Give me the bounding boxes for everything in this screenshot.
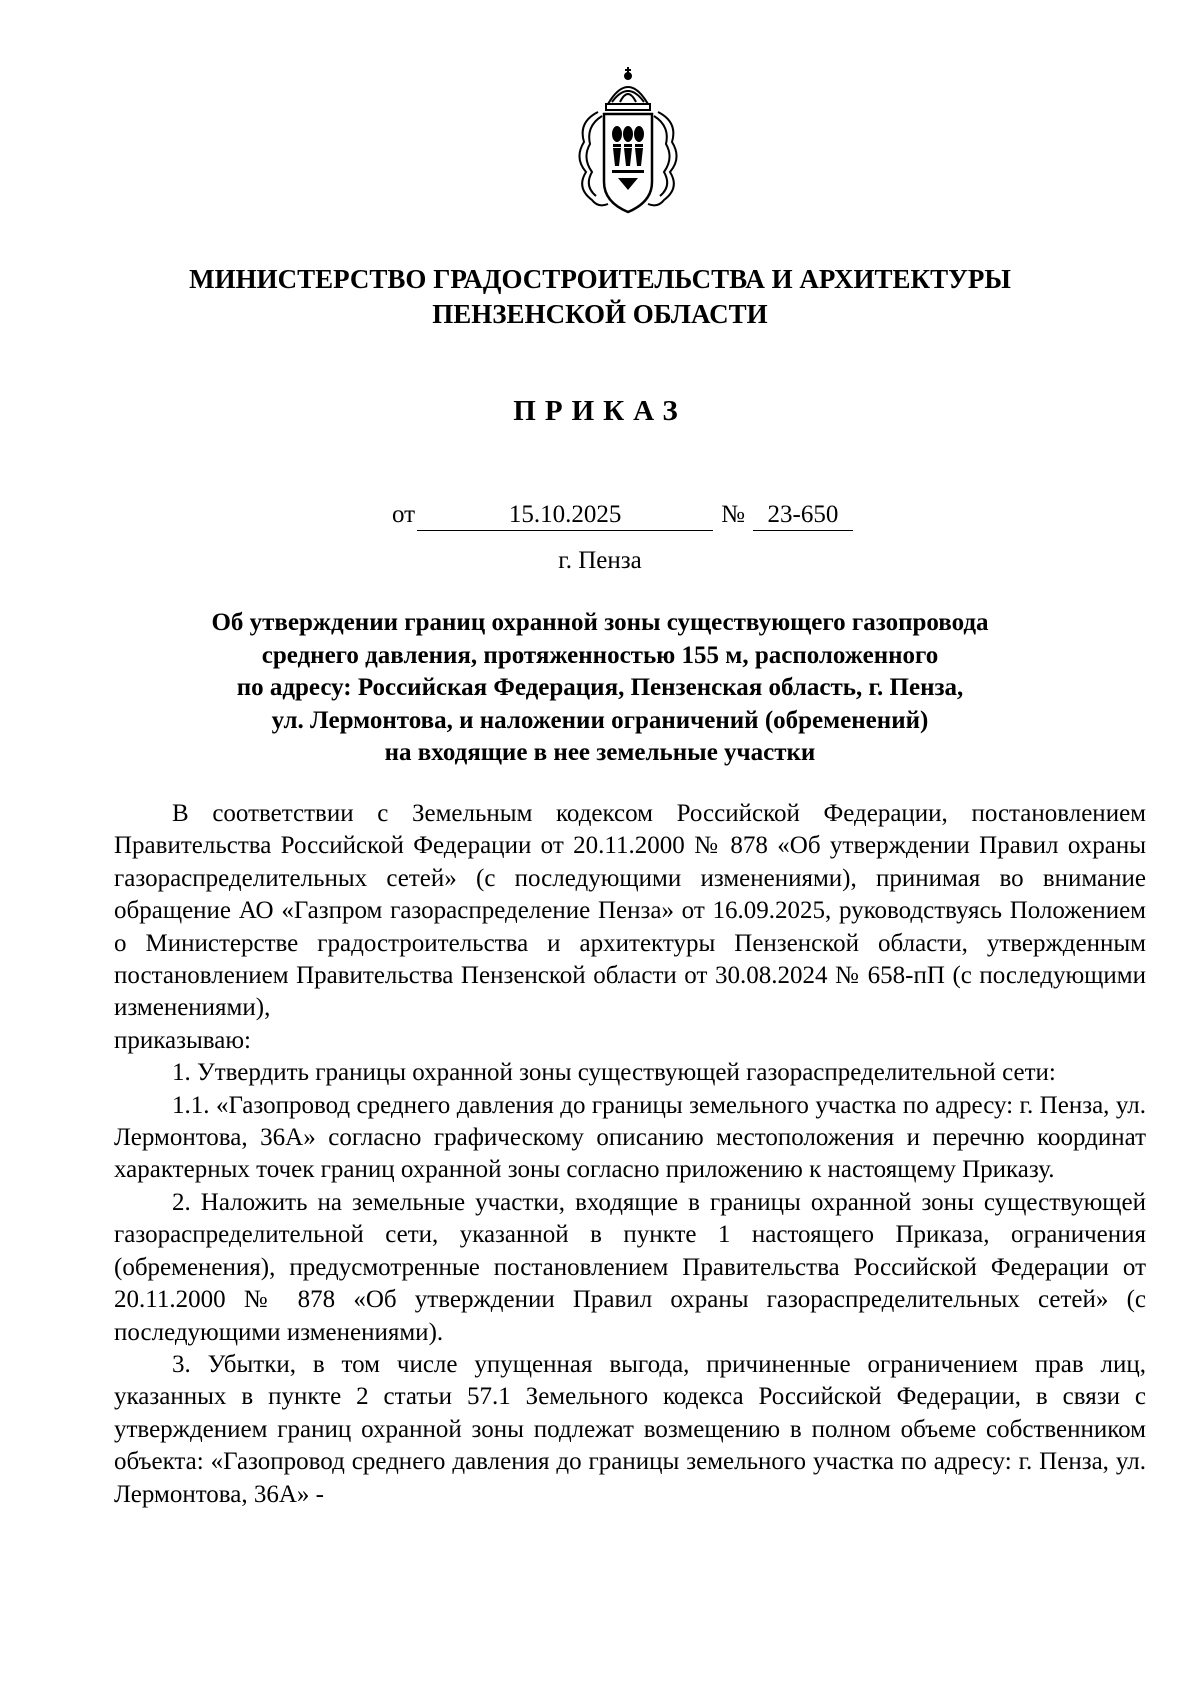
ministry-line-1: МИНИСТЕРСТВО ГРАДОСТРОИТЕЛЬСТВА И АРХИТЕКТУРЫ — [189, 264, 1011, 294]
document-number: 23-650 — [753, 500, 853, 531]
paragraph-item-3: 3. Убытки, в том числе упущенная выгода, причиненные ограничением прав лиц, указанных в пункте 2 статьи 57.1 Земельного кодекса Российской Федерации, в связи с утверждением границ охранной зоны подлежат возмещению в полном объеме собственником объекта: «Газопровод среднего давления до границы земельного участка по адресу: г. Пенза, ул. Лермонтова, 36А» - — [114, 1350, 1146, 1508]
city: г. Пенза — [558, 547, 642, 574]
document-heading — [150, 607, 1050, 770]
document-body — [114, 798, 1146, 1511]
date-number-line — [392, 498, 853, 532]
date-prefix: от — [392, 501, 416, 528]
heading-line: на входящие в нее земельные участки — [384, 739, 816, 766]
coat-of-arms-icon — [568, 62, 688, 222]
document-date: 15.10.2025 — [417, 500, 713, 531]
document-type-title: ПРИКАЗ — [513, 395, 687, 427]
paragraph-preamble: В соответствии с Земельным кодексом Российской Федерации, постановлением Правительства Российской Федерации от 20.11.2000 № 878 «Об утверждении Правил охраны газораспределительных сетей» (с последующими изменениями), принимая во внимание обращение АО «Газпром газораспределение Пенза» от 16.09.2025, руководствуясь Положением о Министерстве градостроительства и архитектуры Пензенской области, утвержденным постановлением Правительства Пензенской области от 30.08.2024 № 658-пП (с последующими изменениями), — [114, 800, 1146, 1022]
heading-line: среднего давления, протяженностью 155 м, расположенного — [261, 641, 939, 669]
number-label: № — [721, 501, 745, 528]
ministry-name — [100, 262, 1100, 332]
ministry-line-2: ПЕНЗЕНСКОЙ ОБЛАСТИ — [432, 299, 768, 329]
paragraph-item-1: 1. Утвердить границы охранной зоны существующей газораспределительной сети: — [172, 1059, 1056, 1087]
paragraph-order-word: приказываю: — [114, 1026, 251, 1054]
heading-line: по адресу: Российская Федерация, Пензенская область, г. Пенза, — [236, 674, 964, 701]
heading-line: ул. Лермонтова, и наложении ограничений (обременений) — [271, 706, 929, 734]
paragraph-item-1-1: 1.1. «Газопровод среднего давления до границы земельного участка по адресу: г. Пенза, ул. Лермонтова, 36А» согласно графическому описанию местоположения и перечню координат характерных точек границ охранной зоны согласно приложению к настоящему Приказу. — [114, 1091, 1146, 1184]
paragraph-item-2: 2. Наложить на земельные участки, входящие в границы охранной зоны существующей газораспределительной сети, указанной в пункте 1 настоящего Приказа, ограничения (обременения), предусмотренные постановлением Правительства Российской Федерации от 20.11.2000 № 878 «Об утверждении Правил охраны газораспределительных сетей» (с последующими изменениями). — [114, 1188, 1146, 1346]
heading-line: Об утверждении границ охранной зоны существующего газопровода — [211, 609, 989, 636]
